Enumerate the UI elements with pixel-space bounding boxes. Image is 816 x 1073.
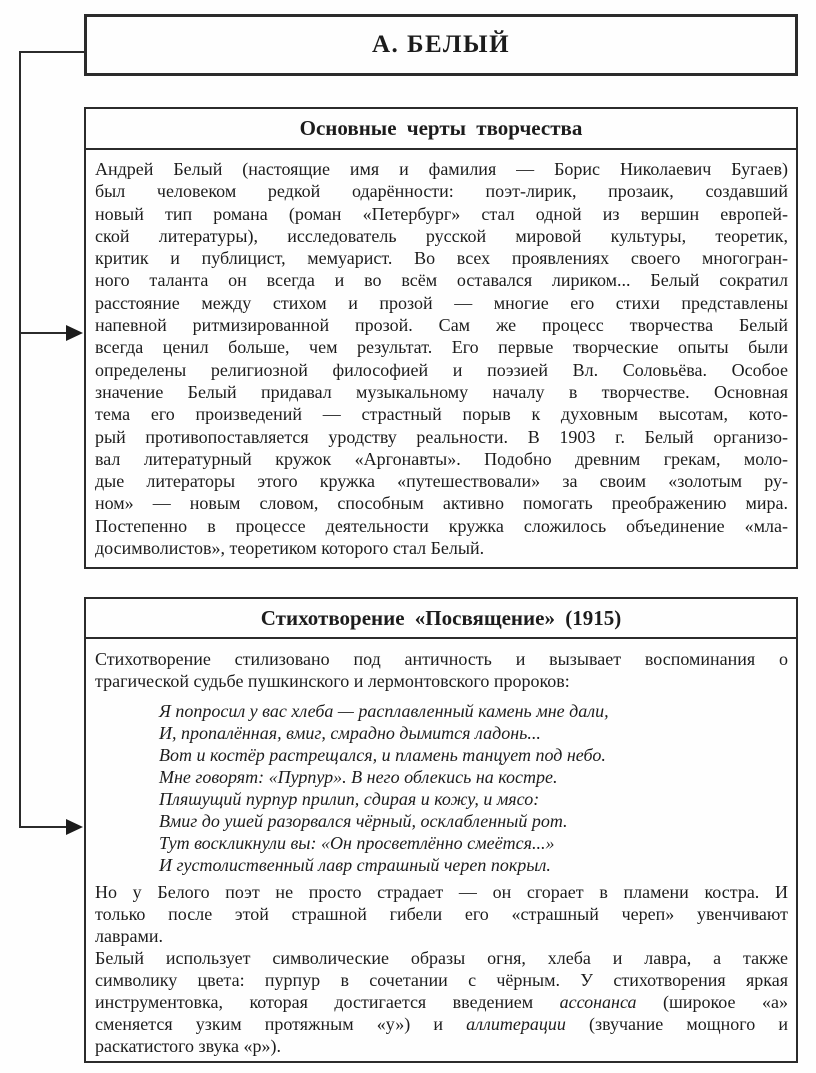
text-line: значение Белый придавал музыкальному началу в творчестве. Основная — [95, 381, 788, 402]
text-line: ном» — новым словом, способным активно помогать преображению мира. — [95, 493, 788, 514]
poem-quotation — [95, 700, 788, 876]
text-line: Тут воскликнули вы: «Он просветлённо смеётся...» — [159, 833, 555, 853]
page-title: А. БЕЛЫЙ — [371, 31, 511, 58]
text-segment: (звучание мощного и — [565, 1014, 788, 1034]
text-line: символику цвета: пурпур в сочетании с чёрным. У стихотворения яркая — [95, 970, 788, 990]
text-line: Андрей Белый (настоящие имя и фамилия — Борис Николаевич Бугаев) — [95, 159, 788, 179]
text-line: определены религиозной философией и поэзией Вл. Соловьёва. Особое — [95, 359, 788, 380]
title-box — [84, 14, 798, 76]
text-line: дые литераторы этого кружка «путешествовали» за своим «золотым ру- — [95, 471, 788, 492]
poem-intro-paragraph — [95, 648, 788, 692]
text-line: Вмиг до ушей разорвался чёрный, осклабленный рот. — [159, 811, 568, 831]
section-header-label: Основные черты творчества — [299, 116, 583, 140]
text-segment: (широкое «а» — [636, 992, 788, 1012]
text-line — [95, 1013, 788, 1035]
section-header — [86, 109, 796, 150]
section-header-label: Стихотворение «Посвящение» (1915) — [260, 605, 622, 630]
text-line: раскатистого звука «р»). — [95, 1036, 281, 1056]
text-line — [95, 991, 788, 1013]
text-line: ской литературы), исследователь русской мировой культуры, теоретик, — [95, 225, 788, 246]
connector-line-section1 — [19, 332, 68, 334]
text-line: новый тип романа (роман «Петербург» стал одной из вершин европей- — [95, 203, 788, 224]
right-arrowhead-icon — [66, 819, 83, 835]
section-main-features — [84, 107, 798, 569]
text-line: Пляшущий пурпур прилип, сдирая и кожу, и мясо: — [159, 789, 540, 809]
text-line: Стихотворение стилизовано под античность и вызывает воспоминания о — [95, 649, 788, 669]
text-line: И, пропалённая, вмиг, смрадно дымится ладонь... — [159, 723, 541, 743]
connector-line-section2 — [19, 826, 68, 828]
text-line: расстояние между стихом и прозой — многие его стихи представлены — [95, 292, 788, 313]
emphasized-term: аллитерации — [466, 1014, 566, 1034]
analysis-paragraph-2 — [95, 947, 788, 1057]
text-line: Постепенно в процессе деятельности кружка сложилось объединение «мла- — [95, 515, 788, 536]
connector-line-title — [19, 51, 84, 53]
section-header — [86, 599, 796, 639]
text-segment: сменяется узким протяжным «у») и — [95, 1014, 467, 1034]
text-line: Мне говорят: «Пурпур». В него облекись на костре. — [159, 767, 558, 787]
emphasized-term: ассонанса — [559, 992, 637, 1012]
text-line: только после этой страшной гибели его «страшный череп» увенчивают — [95, 904, 788, 924]
text-line: ного таланта он всегда и во всём оставался лириком... Белый сократил — [95, 270, 788, 291]
right-arrowhead-icon — [66, 325, 83, 341]
section-poem — [84, 597, 798, 1063]
text-line: И густолиственный лавр страшный череп покрыл. — [159, 855, 551, 875]
text-line: всегда ценил больше, чем результат. Его первые творческие опыты были — [95, 337, 788, 358]
text-segment: инструментовка, которая достигается введением — [95, 992, 560, 1012]
section-body-text — [86, 150, 796, 559]
text-line: вал литературный кружок «Аргонавты». Подобно древним грекам, моло- — [95, 448, 788, 469]
text-line: рый противопоставляется уродству реальности. В 1903 г. Белый организо- — [95, 426, 788, 447]
text-line: критик и публицист, мемуарист. Во всех проявлениях своего многогран- — [95, 248, 788, 269]
text-line: напевной ритмизированной прозой. Сам же процесс творчества Белый — [95, 315, 788, 336]
text-line: Но у Белого поэт не просто страдает — он сгорает в пламени костра. И — [95, 882, 788, 902]
connector-line-vertical — [19, 51, 21, 828]
text-line: был человеком редкой одарённости: поэт-лирик, прозаик, создавший — [95, 181, 788, 202]
text-line: досимволистов», теоретиком которого стал Белый. — [95, 538, 485, 559]
section-body-text — [86, 639, 796, 1057]
analysis-paragraph-1 — [95, 881, 788, 947]
text-line: Вот и костёр растрещался, и пламень танцует под небо. — [159, 745, 606, 765]
text-line: Белый использует символические образы огня, хлеба и лавра, а также — [95, 948, 788, 968]
text-line: тема его произведений — страстный порыв к духовным высотам, кото- — [95, 404, 788, 425]
text-line: трагической судьбе пушкинского и лермонтовского пророков: — [95, 671, 570, 691]
text-line: Я попросил у вас хлеба — расплавленный камень мне дали, — [159, 701, 609, 721]
text-line: лаврами. — [95, 926, 163, 946]
